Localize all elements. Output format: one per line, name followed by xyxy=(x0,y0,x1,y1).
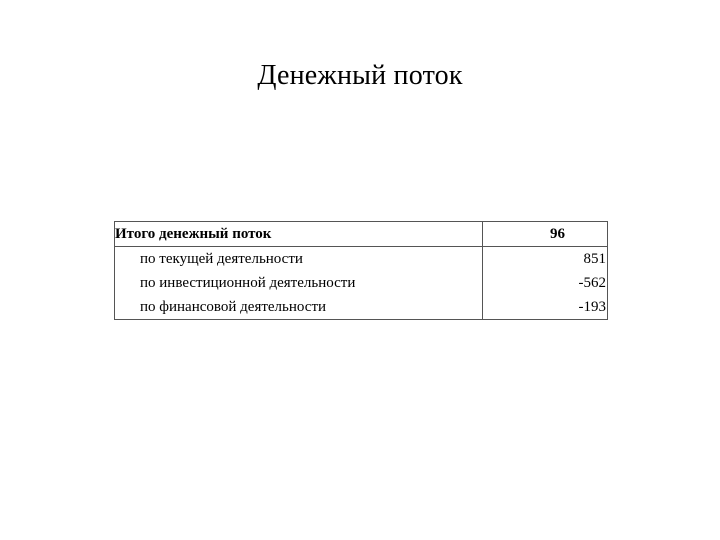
table-row xyxy=(115,295,608,320)
row-label-operating: по текущей деятельности xyxy=(115,247,483,272)
slide-title: Денежный поток xyxy=(257,60,463,91)
table-row xyxy=(115,271,608,295)
row-label-investing: по инвестиционной деятельности xyxy=(115,271,483,295)
total-label: Итого денежный поток xyxy=(115,222,483,247)
row-value-financing: -193 xyxy=(483,295,608,320)
cash-flow-table xyxy=(114,221,608,320)
total-value: 96 xyxy=(483,222,608,247)
table-row-total xyxy=(115,222,608,247)
row-label-financing: по финансовой деятельности xyxy=(115,295,483,320)
row-value-operating: 851 xyxy=(483,247,608,272)
row-value-investing: -562 xyxy=(483,271,608,295)
table-row xyxy=(115,247,608,272)
